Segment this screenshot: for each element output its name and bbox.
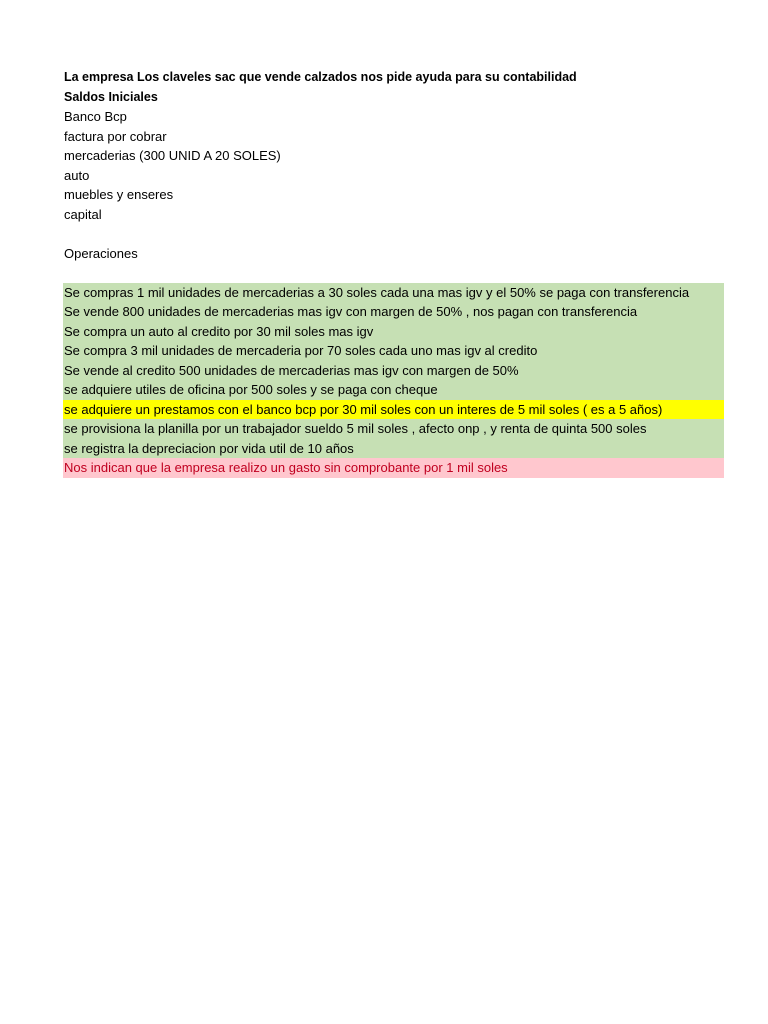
document-sheet: [63, 68, 724, 478]
saldo-item-muebles: muebles y enseres: [64, 187, 174, 202]
operation-item-highlight: se adquiere un prestamos con el banco bcp por 30 mil soles con un interes de 5 mil soles ( es a 5 años): [63, 400, 724, 420]
saldos-heading: Saldos Iniciales: [64, 89, 158, 104]
spacer: [63, 224, 724, 244]
operation-item: Se compra un auto al credito por 30 mil soles mas igv: [63, 322, 724, 342]
saldo-item-banco: Banco Bcp: [64, 109, 127, 124]
operation-item: se registra la depreciacion por vida util de 10 años: [63, 439, 724, 459]
saldo-item-factura: factura por cobrar: [64, 128, 167, 144]
operation-item: se adquiere utiles de oficina por 500 soles y se paga con cheque: [63, 380, 724, 400]
saldo-item-capital: capital: [64, 206, 102, 222]
operation-item: Se compra 3 mil unidades de mercaderia por 70 soles cada uno mas igv al credito: [63, 341, 724, 361]
operation-item: Se compras 1 mil unidades de mercaderias a 30 soles cada una mas igv y el 50% se paga con transferencia: [63, 283, 724, 303]
operaciones-heading: Operaciones: [64, 245, 138, 261]
spacer: [63, 263, 724, 283]
saldo-item-mercaderias: mercaderias (300 UNID A 20 SOLES): [64, 148, 281, 163]
operation-item-warning: Nos indican que la empresa realizo un gasto sin comprobante por 1 mil soles: [63, 458, 724, 478]
document-title: La empresa Los claveles sac que vende calzados nos pide ayuda para su contabilidad: [64, 70, 577, 84]
operation-item: Se vende 800 unidades de mercaderias mas igv con margen de 50% , nos pagan con transferencia: [63, 302, 724, 322]
operation-item: se provisiona la planilla por un trabajador sueldo 5 mil soles , afecto onp , y renta de quinta 500 soles: [63, 419, 724, 439]
operaciones-list: [63, 283, 724, 478]
saldo-item-auto: auto: [64, 167, 90, 183]
operation-item: Se vende al credito 500 unidades de mercaderias mas igv con margen de 50%: [63, 361, 724, 381]
